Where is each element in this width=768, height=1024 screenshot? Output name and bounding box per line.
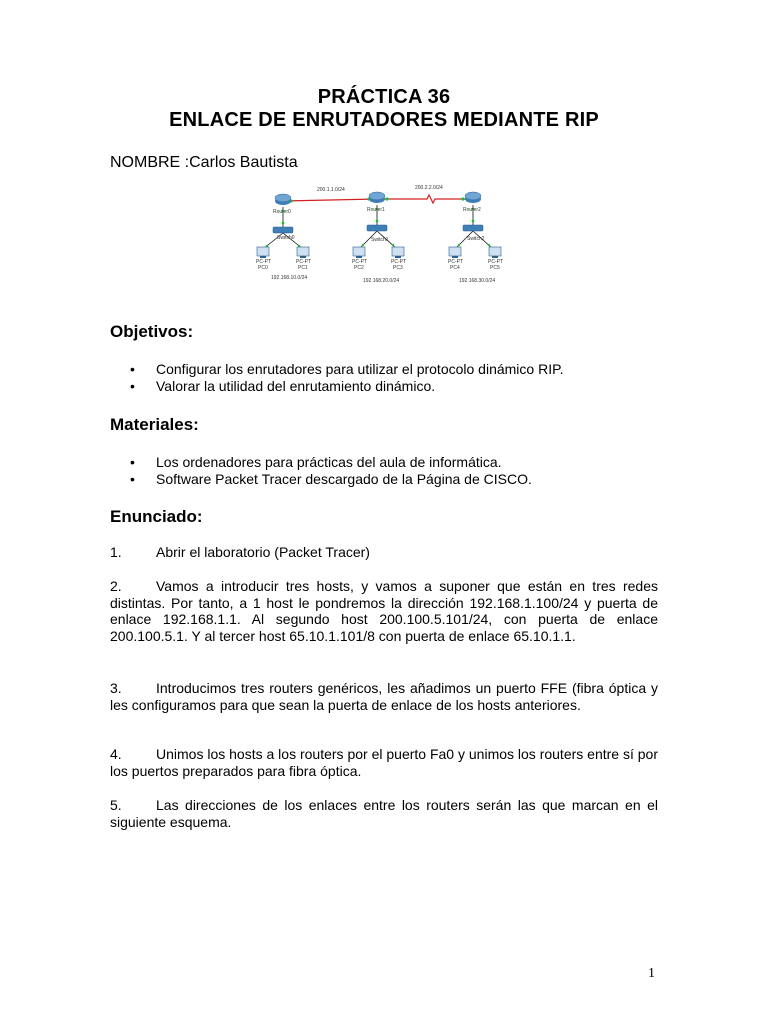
materiales-heading: Materiales: xyxy=(110,415,199,434)
pc-type-5: PC-PT xyxy=(488,259,503,265)
step-number: 2. xyxy=(110,578,122,594)
materiales-list xyxy=(110,454,532,488)
lan-label-2: 192.168.30.0/24 xyxy=(459,278,496,284)
objetivos-list xyxy=(110,361,564,395)
step-number: 1. xyxy=(110,544,122,560)
serial-link-0-1 xyxy=(283,199,377,201)
pc-3 xyxy=(391,247,406,271)
router-0 xyxy=(273,194,291,215)
pc-2 xyxy=(352,247,367,271)
student-name: NOMBRE :Carlos Bautista xyxy=(110,154,298,171)
pc-type-4: PC-PT xyxy=(448,259,463,265)
pc-type-2: PC-PT xyxy=(352,259,367,265)
step-2 xyxy=(110,578,658,644)
switch-label-2: Switch2 xyxy=(467,236,485,242)
pc-type-3: PC-PT xyxy=(391,259,406,265)
switch-label-1: Switch1 xyxy=(371,237,389,243)
pc-label-1: PC1 xyxy=(298,265,308,271)
link-label-0: 200.1.1.0/24 xyxy=(317,187,345,193)
pc-0 xyxy=(256,247,271,271)
list-item: • Configurar los enrutadores para utilizar el protocolo dinámico RIP. xyxy=(110,361,564,378)
list-item: • Software Packet Tracer descargado de la Página de CISCO. xyxy=(110,471,532,488)
list-item: • Valorar la utilidad del enrutamiento dinámico. xyxy=(110,378,564,395)
router-2 xyxy=(463,192,481,213)
pc-1 xyxy=(296,247,311,271)
lan-label-0: 192.168.10.0/24 xyxy=(271,275,308,281)
step-number: 4. xyxy=(110,746,122,762)
practice-subtitle: ENLACE DE ENRUTADORES MEDIANTE RIP xyxy=(169,109,599,131)
pc-label-0: PC0 xyxy=(258,265,268,271)
router-label-0: Router0 xyxy=(273,209,291,215)
pc-label-5: PC5 xyxy=(490,265,500,271)
lan-label-1: 192.168.20.0/24 xyxy=(363,278,400,284)
step-3 xyxy=(110,680,658,713)
link-label-1: 200.2.2.0/24 xyxy=(415,185,443,191)
pc-5 xyxy=(488,247,503,271)
objetivos-heading: Objetivos: xyxy=(110,322,194,341)
pc-label-2: PC2 xyxy=(354,265,364,271)
step-5 xyxy=(110,797,658,830)
step-text: Las direcciones de los enlaces entre los routers serán las que marcan en el siguiente esquema. xyxy=(110,797,658,830)
step-text: Introducimos tres routers genéricos, les añadimos un puerto FFE (fibra óptica y les configuramos para que sean la puerta de enlace de los hosts anteriores. xyxy=(110,680,658,713)
pc-label-3: PC3 xyxy=(393,265,403,271)
router-1 xyxy=(367,192,385,213)
step-4 xyxy=(110,746,658,779)
serial-link-1-2 xyxy=(377,195,473,203)
switch-label-0: Switch0 xyxy=(277,235,295,241)
step-text: Abrir el laboratorio (Packet Tracer) xyxy=(156,544,370,560)
step-number: 5. xyxy=(110,797,122,813)
pc-type-1: PC-PT xyxy=(296,259,311,265)
step-text: Unimos los hosts a los routers por el puerto Fa0 y unimos los routers entre sí por los puertos preparados para fibra óptica. xyxy=(110,746,658,779)
pc-type-0: PC-PT xyxy=(256,259,271,265)
practice-title: PRÁCTICA 36 xyxy=(317,86,451,108)
pc-4 xyxy=(448,247,463,271)
switch-1 xyxy=(367,225,389,243)
page-number: 1 xyxy=(648,966,655,981)
router-label-2: Router2 xyxy=(463,207,481,213)
step-text: Vamos a introducir tres hosts, y vamos a suponer que están en tres redes distintas. Por tanto, a 1 host le pondremos la dirección 192.168.1.100/24 y puerta de enlace 192.168.1.1. Al segundo host 200.100.5.101/24, con puerta de enlace 200.100.5.1. Y al tercer host 65.10.1.101/8 con puerta de enlace 65.10.1.1. xyxy=(110,578,658,644)
router-label-1: Router1 xyxy=(367,207,385,213)
step-number: 3. xyxy=(110,680,122,696)
pc-label-4: PC4 xyxy=(450,265,460,271)
enunciado-heading: Enunciado: xyxy=(110,507,203,526)
step-1 xyxy=(110,544,658,561)
network-topology-diagram xyxy=(247,183,521,287)
list-item: • Los ordenadores para prácticas del aula de informática. xyxy=(110,454,532,471)
switch-2 xyxy=(463,225,485,242)
